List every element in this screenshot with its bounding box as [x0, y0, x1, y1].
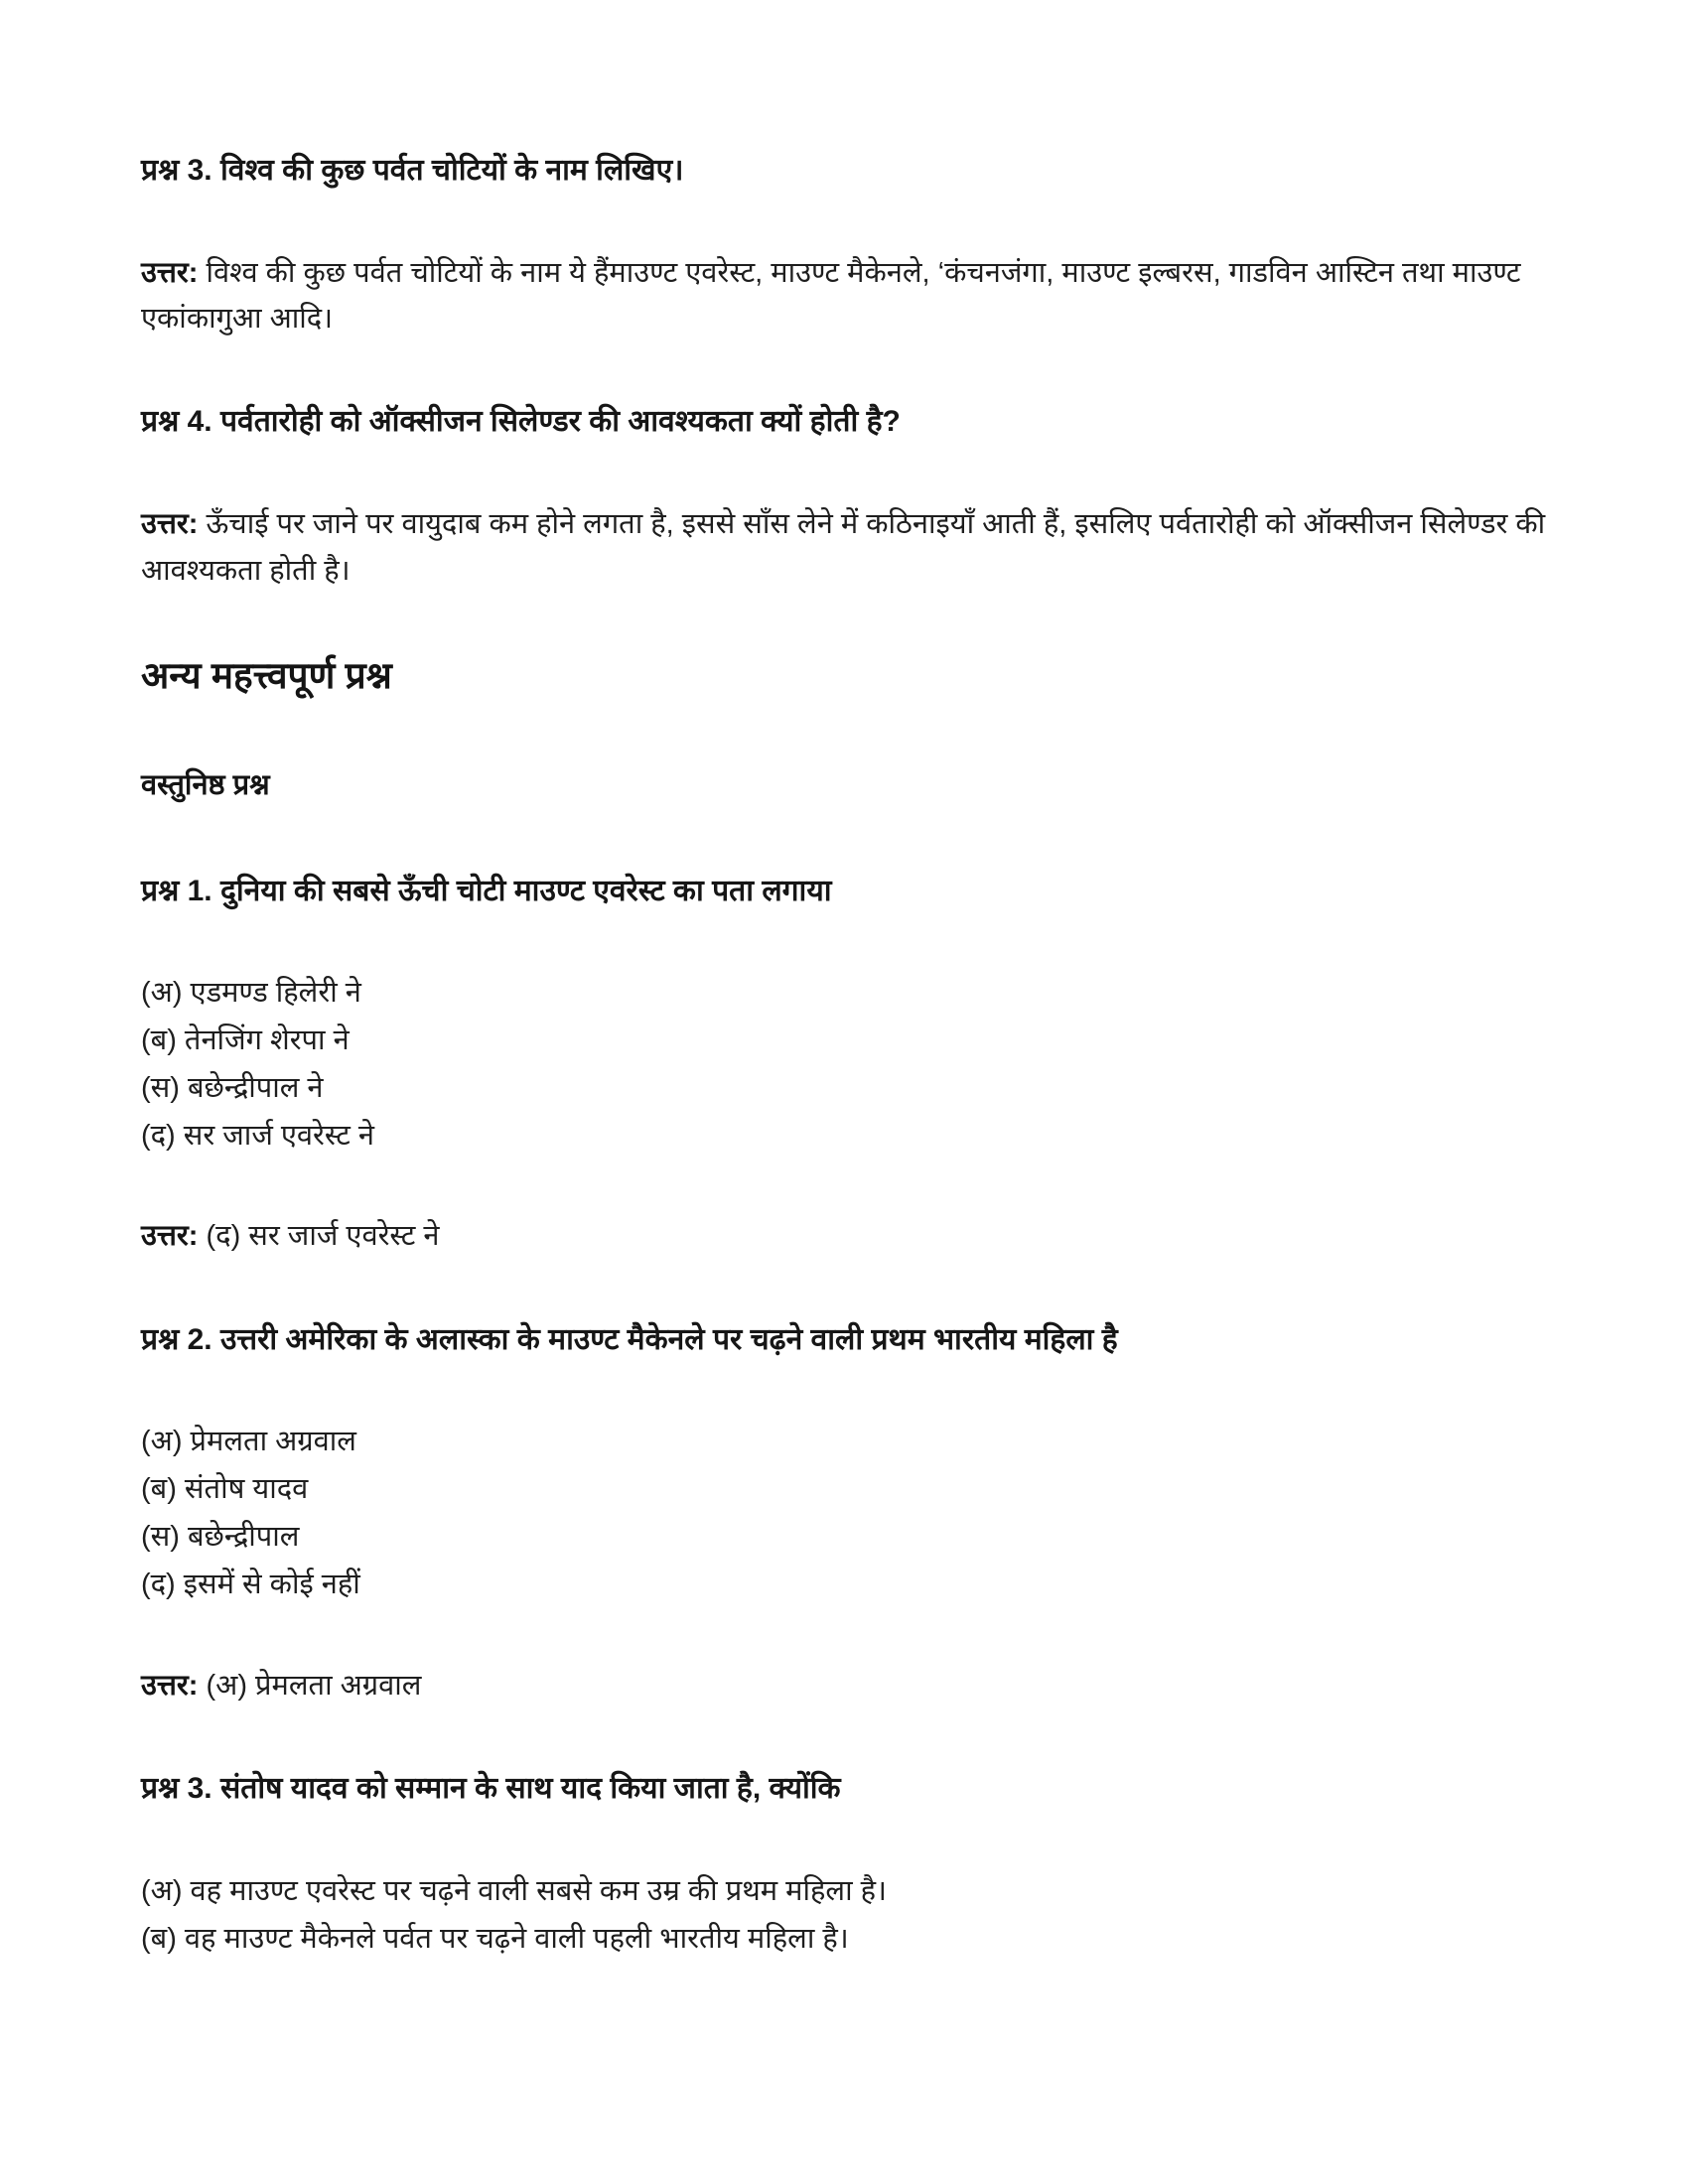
- answer-3-paragraph: [141, 250, 1549, 343]
- answer-4-paragraph: [141, 501, 1549, 595]
- mcq-2-option-d: (द) इसमें से कोई नहीं: [141, 1568, 360, 1600]
- question-4-heading: प्रश्न 4. पर्वतारोही को ऑक्सीजन सिलेण्डर की आवश्यकता क्यों होती है?: [141, 405, 901, 439]
- mcq-2-option-a: (अ) प्रेमलता अग्रवाल: [141, 1426, 356, 1458]
- answer-label: उत्तर:: [141, 256, 199, 289]
- question-3-heading: प्रश्न 3. विश्व की कुछ पर्वत चोटियों के नाम लिखिए।: [141, 154, 684, 187]
- mcq-1-option-a: (अ) एडमण्ड हिलेरी ने: [141, 977, 361, 1010]
- mcq-2-answer-text: (अ) प्रेमलता अग्रवाल: [206, 1669, 422, 1702]
- mcq-3-question-heading: प्रश्न 3. संतोष यादव को सम्मान के साथ याद किया जाता है, क्योंकि: [141, 1772, 841, 1806]
- answer-4-text: ऊँचाई पर जाने पर वायुदाब कम होने लगता है, इससे साँस लेने में कठिनाइयाँ आती हैं, इसलिए पर्वतारोही को ऑक्सीजन सिलेण्डर की आवश्यकता होती है।: [141, 507, 1546, 587]
- mcq-1-option-c: (स) बछेन्द्रीपाल ने: [141, 1071, 324, 1104]
- subsection-heading-objective-questions: वस्तुनिष्ठ प्रश्न: [141, 768, 270, 801]
- mcq-3-option-b: (ब) वह माउण्ट मैकेनले पर्वत पर चढ़ने वाली पहली भारतीय महिला है।: [141, 1922, 849, 1955]
- mcq-1-option-d: (द) सर जार्ज एवरेस्ट ने: [141, 1119, 374, 1152]
- mcq-1-question-heading: प्रश्न 1. दुनिया की सबसे ऊँची चोटी माउण्ट एवरेस्ट का पता लगाया: [141, 874, 832, 907]
- mcq-1-answer-line: [141, 1215, 1549, 1259]
- mcq-2-options-list: [141, 1419, 1549, 1608]
- mcq-2-answer-line: [141, 1665, 1549, 1708]
- mcq-3-option-a: (अ) वह माउण्ट एवरेस्ट पर चढ़ने वाली सबसे कम उम्र की प्रथम महिला है।: [141, 1874, 888, 1907]
- mcq-1-options-list: [141, 970, 1549, 1160]
- answer-3-text: विश्व की कुछ पर्वत चोटियों के नाम ये हैंमाउण्ट एवरेस्ट, माउण्ट मैकेनले, ‘कंचनजंगा, माउण्ट इल्बरस, गाडविन आस्टिन तथा माउण्ट एकांकागुआ आदि।: [141, 256, 1521, 336]
- mcq-1-option-b: (ब) तेनजिंग शेरपा ने: [141, 1024, 350, 1056]
- answer-label: उत्तर:: [141, 507, 199, 540]
- mcq-3-options-list: [141, 1868, 1549, 1964]
- mcq-2-option-b: (ब) संतोष यादव: [141, 1473, 309, 1506]
- mcq-2-option-c: (स) बछेन्द्रीपाल: [141, 1521, 300, 1554]
- answer-label: उत्तर:: [141, 1669, 199, 1702]
- mcq-1-answer-text: (द) सर जार्ज एवरेस्ट ने: [206, 1220, 440, 1253]
- mcq-2-question-heading: प्रश्न 2. उत्तरी अमेरिका के अलास्का के माउण्ट मैकेनले पर चढ़ने वाली प्रथम भारतीय महिला है: [141, 1322, 1118, 1356]
- section-heading-other-important-questions: अन्य महत्त्वपूर्ण प्रश्न: [141, 654, 392, 696]
- answer-label: उत्तर:: [141, 1220, 199, 1253]
